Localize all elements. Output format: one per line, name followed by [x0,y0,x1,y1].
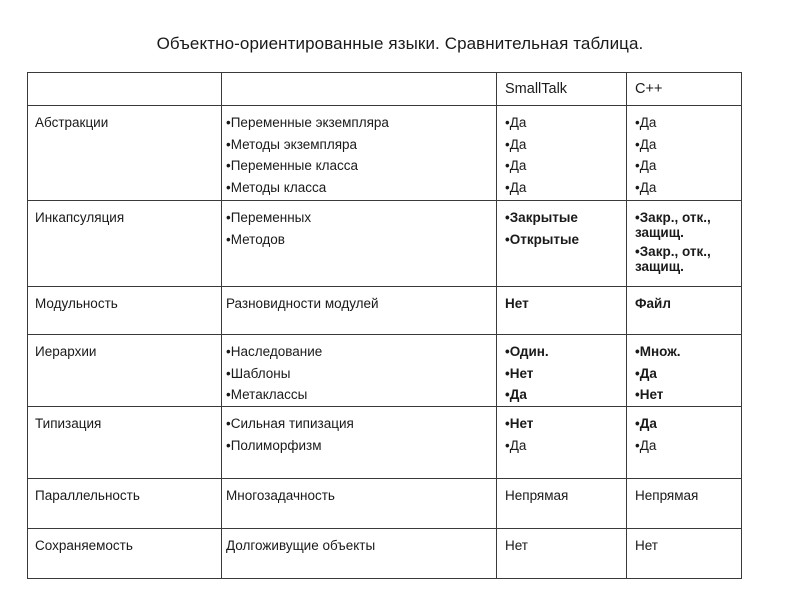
smalltalk-value: •Да [505,136,527,152]
row-label-text: Инкапсуляция [35,210,125,225]
row-label [28,287,222,335]
page-title: Объектно-ориентированные языки. Сравнительная таблица. [156,34,644,53]
row-label-text: Параллельность [35,488,140,503]
smalltalk-value: •Нет [505,365,534,381]
cpp-value: •Да [635,416,657,431]
feature-item: •Полиморфизм [226,437,322,453]
smalltalk-value: •Да [505,115,527,130]
cpp-cell [627,335,742,407]
cpp-value: •Да [635,365,657,381]
cpp-value: •Да [635,115,657,130]
smalltalk-value: •Да [505,179,527,195]
feature-item: •Наследование [226,344,323,359]
cpp-value: •Закр., отк., защищ. [635,244,711,274]
cpp-cell [627,287,742,335]
header-row [28,73,742,106]
table-row [28,479,742,529]
smalltalk-value: •Да [505,437,527,453]
smalltalk-value: •Закрытые [505,210,578,225]
row-label [28,201,222,287]
feature-item: •Переменных [226,210,312,225]
header-cell-smalltalk: SmallTalk [497,73,627,106]
feature-cell [222,106,497,201]
header-cell-empty-1 [28,73,222,106]
cpp-value: •Множ. [635,344,681,359]
smalltalk-value: •Один. [505,344,549,359]
feature-cell [222,407,497,479]
row-label [28,335,222,407]
cpp-cell [627,201,742,287]
row-label-text: Иерархии [35,344,97,359]
feature-cell [222,479,497,529]
row-label [28,407,222,479]
smalltalk-cell [497,407,627,479]
cpp-cell [627,479,742,529]
feature-item: •Метаклассы [226,387,308,402]
feature-item: •Переменные класса [226,158,359,173]
comparison-table [27,72,742,579]
row-label [28,529,222,579]
table-row [28,201,742,287]
cpp-value: •Да [635,437,657,453]
smalltalk-value: Непрямая [505,488,569,503]
smalltalk-cell [497,529,627,579]
smalltalk-value: •Нет [505,416,534,431]
header-cell-cpp: C++ [627,73,742,106]
cpp-value: •Да [635,179,657,195]
cpp-value: Непрямая [635,488,699,503]
smalltalk-cell [497,287,627,335]
row-label-text: Типизация [35,416,102,431]
table-row [28,335,742,407]
feature-item: •Сильная типизация [226,416,354,431]
smalltalk-value: Нет [505,538,528,553]
feature-item: •Методы класса [226,179,327,195]
cpp-cell [627,529,742,579]
cpp-value: •Да [635,136,657,152]
cpp-value: •Да [635,158,657,173]
feature-cell [222,201,497,287]
feature-item: Разновидности модулей [226,296,379,311]
feature-cell [222,529,497,579]
feature-cell [222,335,497,407]
cpp-cell [627,407,742,479]
cpp-value: •Закр., отк., защищ. [635,210,711,240]
smalltalk-cell [497,201,627,287]
feature-item: •Методы экземпляра [226,136,358,152]
feature-item: •Переменные экземпляра [226,115,389,130]
feature-item: Многозадачность [226,488,335,503]
table-row [28,407,742,479]
row-label [28,479,222,529]
table-row [28,287,742,335]
feature-item: Долгоживущие объекты [226,538,376,553]
smalltalk-value: •Да [505,158,527,173]
row-label [28,106,222,201]
smalltalk-value: •Открытые [505,231,580,247]
cpp-cell [627,106,742,201]
cpp-value: Файл [635,296,671,311]
row-label-text: Абстракции [35,115,109,130]
cpp-value: •Нет [635,387,664,402]
feature-cell [222,287,497,335]
table-row [28,529,742,579]
feature-item: •Методов [226,231,285,247]
cpp-value: Нет [635,538,658,553]
feature-item: •Шаблоны [226,365,291,381]
table-row [28,106,742,201]
smalltalk-cell [497,479,627,529]
row-label-text: Сохраняемость [35,538,133,553]
header-cell-empty-2 [222,73,497,106]
smalltalk-value: •Да [505,387,527,402]
smalltalk-cell [497,335,627,407]
row-label-text: Модульность [35,296,118,311]
smalltalk-value: Нет [505,296,529,311]
smalltalk-cell [497,106,627,201]
